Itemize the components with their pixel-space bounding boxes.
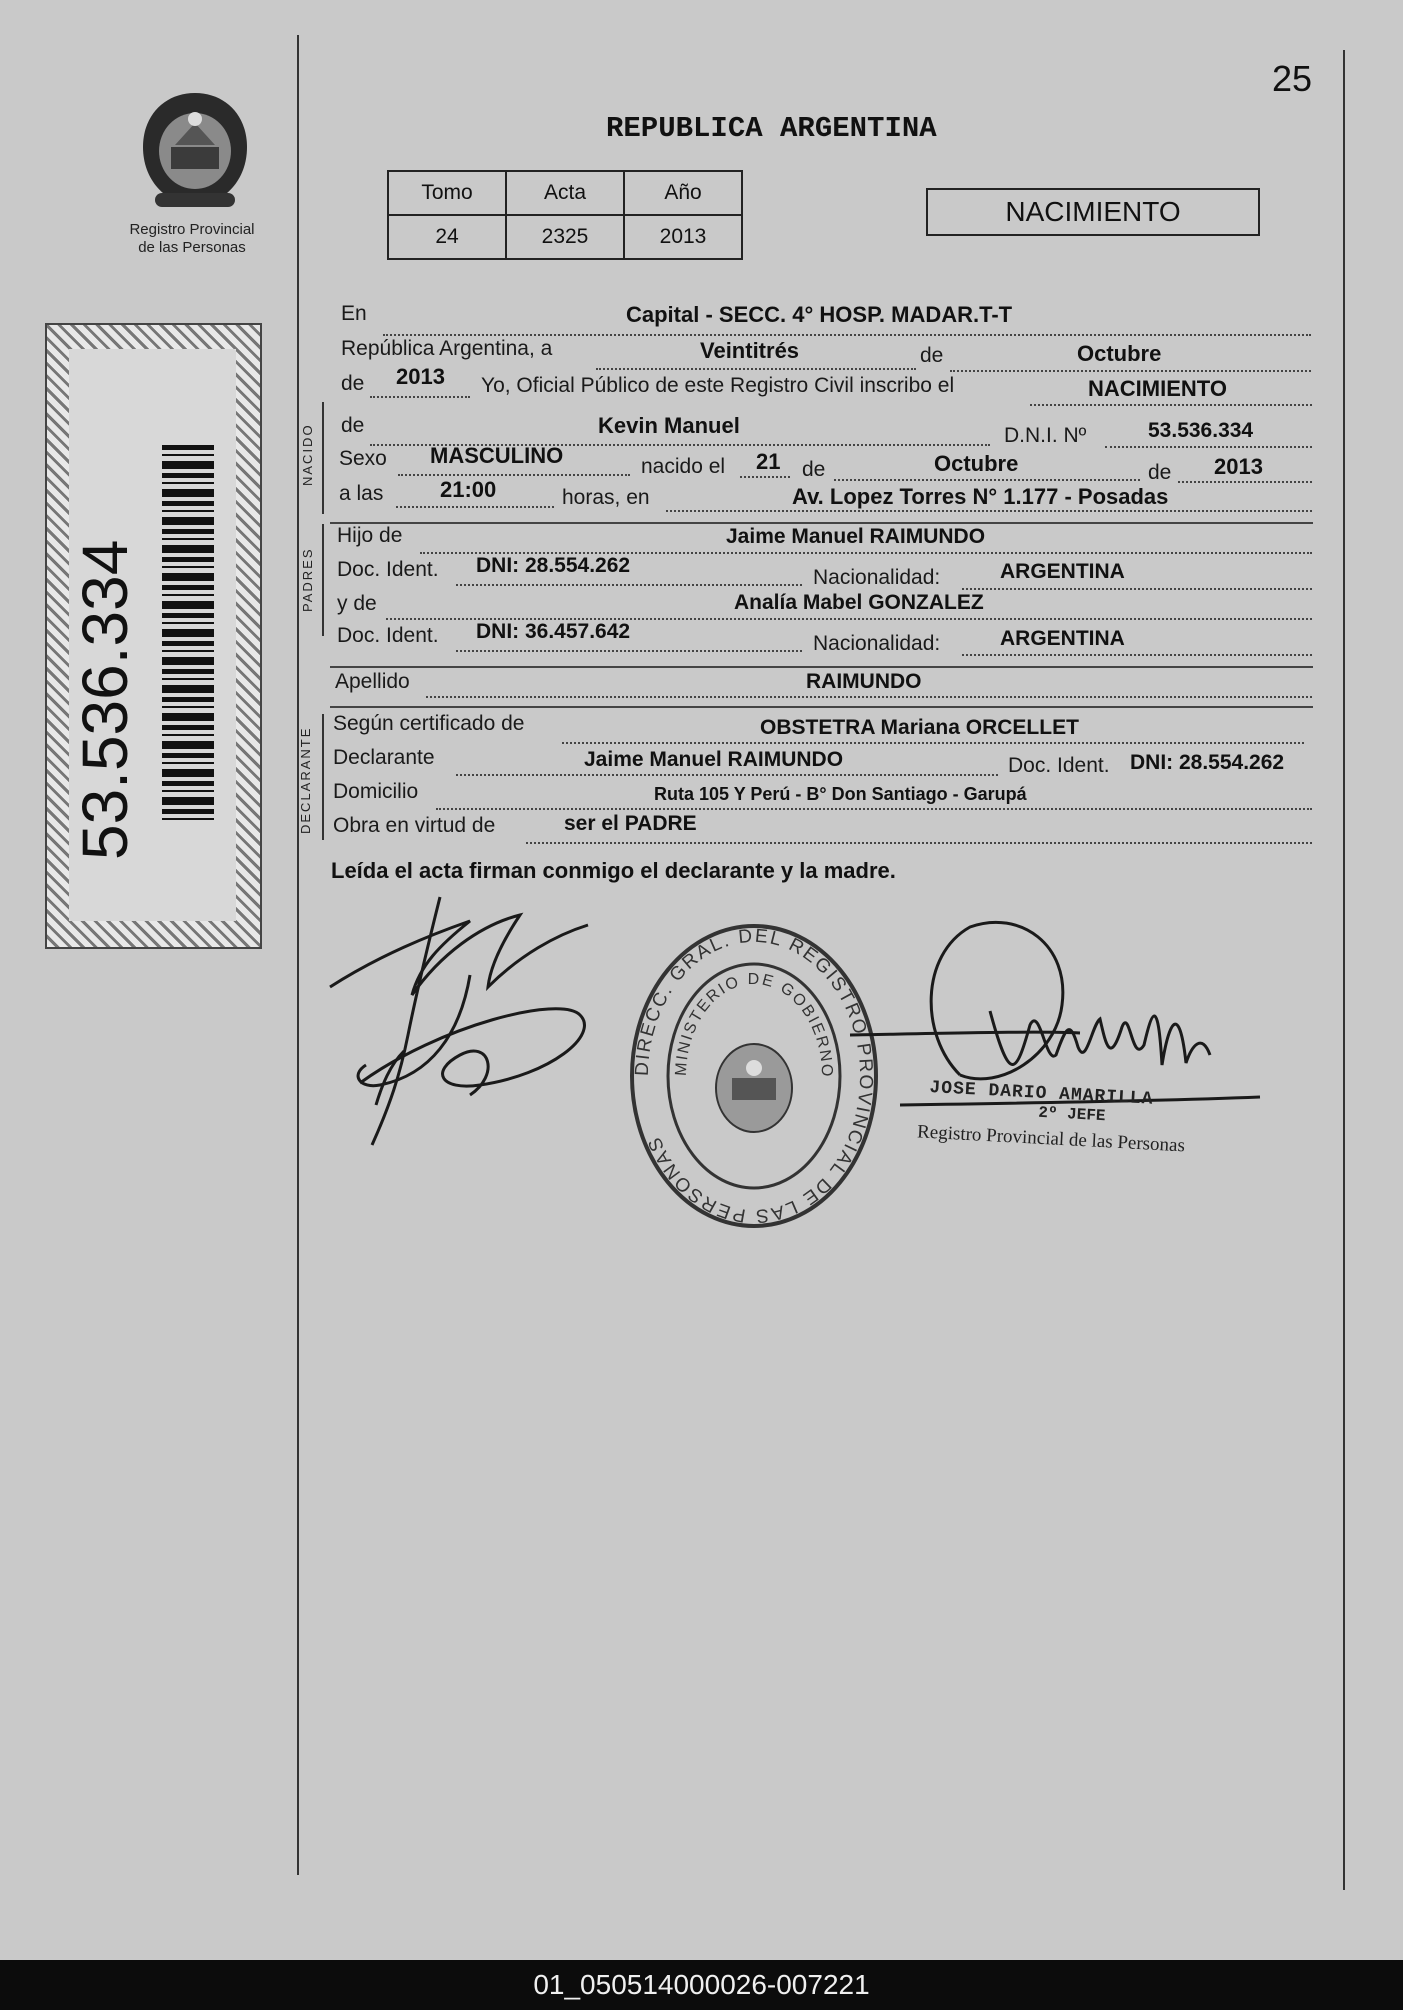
dotted-line (398, 474, 630, 476)
side-label-padres: PADRES (300, 547, 315, 612)
value-dia: Veintitrés (700, 338, 800, 363)
section-divider (330, 666, 1313, 668)
value-padre-nac: ARGENTINA (1000, 560, 1125, 583)
dotted-line (436, 808, 1312, 810)
section-divider (330, 706, 1313, 708)
value-declarante: Jaime Manuel RAIMUNDO (584, 748, 844, 771)
label-obra: Obra en virtud de (333, 814, 496, 837)
dotted-line (426, 696, 1312, 698)
right-margin-line (1343, 50, 1345, 1890)
label-de-name: de (341, 414, 365, 437)
document-title: REPUBLICA ARGENTINA (606, 112, 937, 145)
value-madre-doc: DNI: 36.457.642 (476, 620, 631, 643)
value-tipo: NACIMIENTO (1088, 376, 1227, 401)
official-stamp (916, 1078, 1198, 1158)
stamp-role: 2º JEFE (1037, 1103, 1106, 1126)
dotted-line (834, 479, 1140, 481)
registry-table (387, 170, 743, 260)
value-nac-anio: 2013 (1214, 454, 1263, 479)
label-doc-ident: Doc. Ident. (337, 558, 439, 581)
dotted-line (1030, 404, 1312, 406)
barcode-number: 53.536.334 (69, 539, 141, 860)
dotted-line (383, 334, 1311, 336)
dotted-line (526, 842, 1312, 844)
value-lugar-nac: Av. Lopez Torres N° 1.177 - Posadas (792, 484, 1169, 509)
section-bar-declarante (322, 714, 324, 840)
dotted-line (562, 742, 1304, 744)
value-nac-dia: 21 (756, 449, 781, 474)
value-certificado: OBSTETRA Mariana ORCELLET (760, 716, 1079, 739)
section-bar-nacido (322, 402, 324, 514)
table-value-anio: 2013 (624, 215, 742, 259)
label-de-mes: de (802, 458, 826, 481)
value-anio: 2013 (396, 364, 445, 389)
value-nac-mes: Octubre (934, 451, 1019, 476)
label-de2: de (341, 372, 365, 395)
dotted-line (1178, 481, 1312, 483)
seal-outer-text: DIRECC. GRAL. DEL REGISTRO PROVINCIAL DE LAS PERSONAS (631, 925, 877, 1227)
seal-inner-text: MINISTERIO DE GOBIERNO (672, 970, 836, 1079)
value-nombre: Kevin Manuel (598, 413, 740, 438)
label-de-anio: de (1148, 461, 1172, 484)
label-yo: Yo, Oficial Público de este Registro Civil inscribo el (481, 374, 955, 397)
label-domicilio: Domicilio (333, 780, 419, 803)
label-doc-ident-2: Doc. Ident. (337, 624, 439, 647)
value-dni: 53.536.334 (1148, 419, 1254, 442)
value-declarante-doc: DNI: 28.554.262 (1130, 751, 1285, 774)
side-label-nacido: NACIDO (300, 423, 315, 486)
section-divider (330, 522, 1313, 524)
value-domicilio: Ruta 105 Y Perú - B° Don Santiago - Garupá (654, 784, 1027, 804)
dotted-line (950, 370, 1311, 372)
section-bar-padres (322, 524, 324, 636)
closing-statement: Leída el acta firman conmigo el declarante y la madre. (331, 858, 896, 883)
value-hora: 21:00 (440, 477, 497, 502)
label-nacido-el: nacido el (641, 455, 726, 478)
label-de: de (920, 344, 944, 367)
act-type-box: NACIMIENTO (926, 188, 1260, 236)
label-dni: D.N.I. Nº (1004, 424, 1087, 447)
value-lugar: Capital - SECC. 4° HOSP. MADAR.T-T (626, 302, 1013, 327)
label-y-de: y de (337, 592, 377, 615)
value-sexo: MASCULINO (430, 443, 564, 468)
value-mes: Octubre (1077, 341, 1162, 366)
dotted-line (370, 396, 470, 398)
stamp-name: JOSE DARIO AMARILLA (928, 1078, 1154, 1110)
label-doc-ident-decl: Doc. Ident. (1008, 754, 1110, 777)
registry-name-line2: de las Personas (138, 239, 246, 256)
dotted-line (456, 584, 802, 586)
label-horas-en: horas, en (562, 486, 650, 509)
table-header-tomo: Tomo (388, 171, 506, 215)
dotted-line (962, 588, 1312, 590)
table-value-tomo: 24 (388, 215, 506, 259)
page-number: 25 (1272, 58, 1313, 99)
value-madre: Analía Mabel GONZALEZ (734, 591, 984, 614)
barcode-bars (162, 445, 214, 820)
label-declarante: Declarante (333, 746, 435, 769)
value-madre-nac: ARGENTINA (1000, 627, 1125, 650)
value-padre: Jaime Manuel RAIMUNDO (726, 525, 986, 548)
label-hijo-de: Hijo de (337, 524, 403, 547)
registry-name-line1: Registro Provincial (129, 221, 255, 238)
scan-id-footer: 01_050514000026-007221 (0, 1960, 1403, 2010)
dotted-line (396, 506, 554, 508)
table-value-acta: 2325 (506, 215, 624, 259)
label-segun: Según certificado de (333, 712, 525, 735)
dotted-line (666, 510, 1312, 512)
dotted-line (456, 650, 802, 652)
label-nacionalidad: Nacionalidad: (813, 566, 941, 589)
label-sexo: Sexo (339, 447, 387, 470)
label-en: En (341, 302, 367, 325)
label-a-las: a las (339, 482, 384, 505)
value-apellido: RAIMUNDO (806, 670, 922, 693)
label-apellido: Apellido (335, 670, 410, 693)
table-header-acta: Acta (506, 171, 624, 215)
registry-name (112, 221, 272, 257)
side-label-declarante: DECLARANTE (298, 726, 313, 834)
value-obra: ser el PADRE (564, 812, 697, 835)
dotted-line (962, 654, 1312, 656)
label-republica: República Argentina, a (341, 337, 553, 360)
stamp-office: Registro Provincial de las Personas (916, 1121, 1186, 1157)
province-emblem-icon (135, 85, 255, 215)
dotted-line (456, 774, 998, 776)
dotted-line (740, 476, 790, 478)
signature-declarante (320, 885, 600, 1155)
dotted-line (1105, 446, 1312, 448)
label-nacionalidad-2: Nacionalidad: (813, 632, 941, 655)
left-margin-line (297, 35, 299, 1875)
value-padre-doc: DNI: 28.554.262 (476, 554, 631, 577)
table-header-anio: Año (624, 171, 742, 215)
dotted-line (596, 368, 916, 370)
